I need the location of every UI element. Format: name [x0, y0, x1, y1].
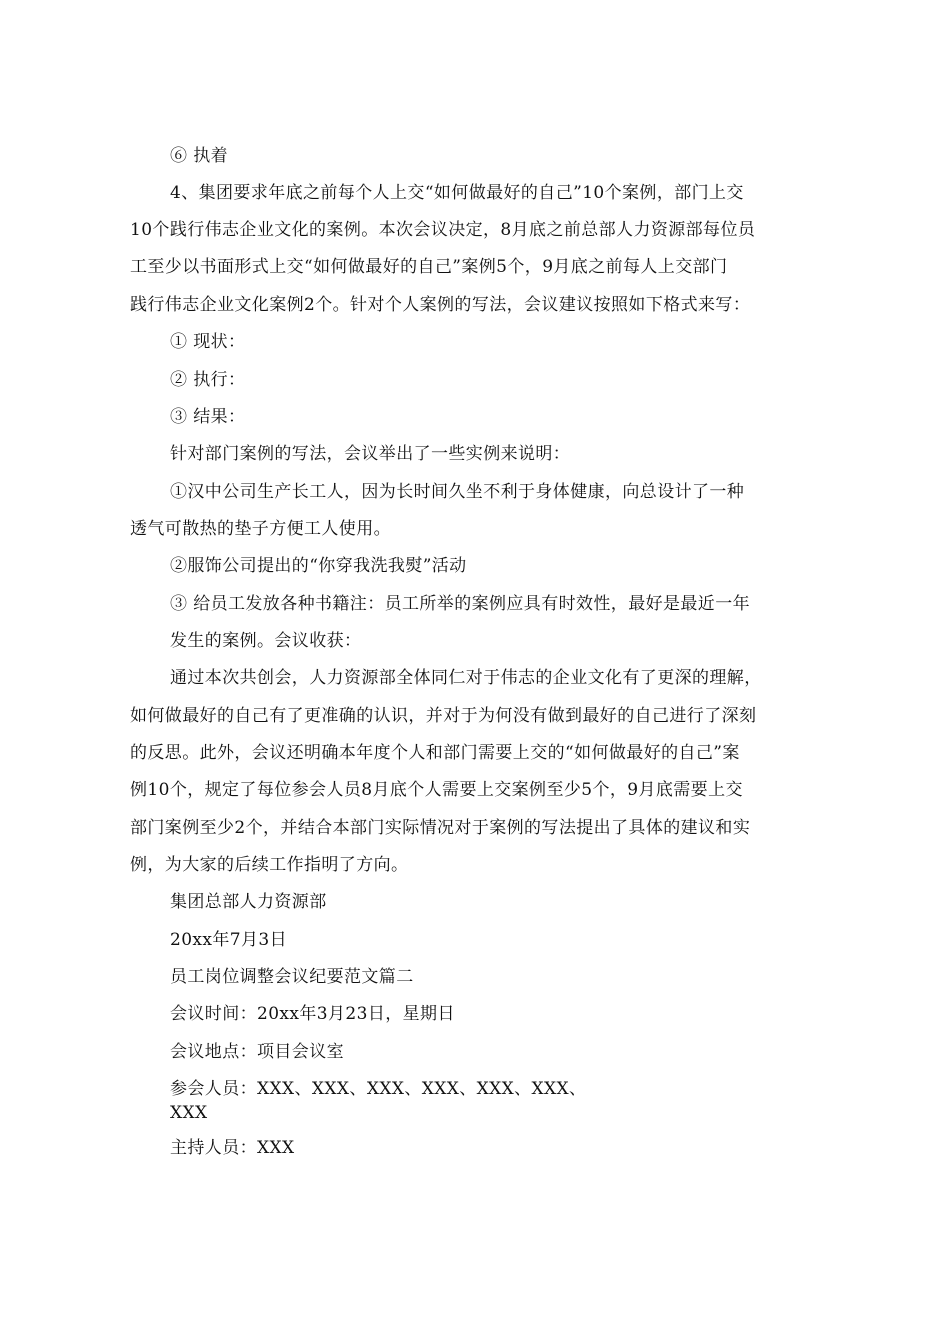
- department-cases-intro: 针对部门案例的写法，会议举出了一些实例来说明：: [170, 444, 571, 464]
- format-item-status: ① 现状：: [170, 332, 246, 352]
- paragraph-4-line-1: 4、集团要求年底之前每个人上交“如何做最好的自己”10个案例，部门上交: [170, 183, 744, 203]
- list-item-tenacity: ⑥ 执着: [170, 146, 229, 166]
- format-item-result: ③ 结果：: [170, 407, 246, 427]
- section-title: 员工岗位调整会议纪要范文篇二: [170, 967, 414, 987]
- summary-line-3: 的反思。此外，会议还明确本年度个人和部门需要上交的“如何做最好的自己”案: [130, 743, 740, 763]
- paragraph-4-line-3: 工至少以书面形式上交“如何做最好的自己”案例5个，9月底之前每人上交部门: [130, 257, 728, 277]
- meeting-time: 会议时间：20xx年3月23日，星期日: [170, 1004, 455, 1024]
- attendees-line-2: XXX: [170, 1103, 208, 1123]
- summary-line-1: 通过本次共创会，人力资源部全体同仁对于伟志的企业文化有了更深的理解，: [170, 668, 762, 688]
- meeting-location: 会议地点：项目会议室: [170, 1042, 344, 1062]
- example-1-line-1: ①汉中公司生产长工人，因为长时间久坐不利于身体健康，向总设计了一种: [170, 482, 745, 502]
- summary-line-4: 例10个，规定了每位参会人员8月底个人需要上交案例至少5个，9月底需要上交: [130, 780, 743, 800]
- host: 主持人员：XXX: [170, 1138, 295, 1158]
- paragraph-4-line-2: 10个践行伟志企业文化的案例。本次会议决定，8月底之前总部人力资源部每位员: [130, 220, 756, 240]
- example-3-line-1: ③ 给员工发放各种书籍注：员工所举的案例应具有时效性，最好是最近一年: [170, 594, 751, 614]
- paragraph-4-line-4: 践行伟志企业文化案例2个。针对个人案例的写法，会议建议按照如下格式来写：: [130, 295, 751, 315]
- example-2: ②服饰公司提出的“你穿我洗我熨”活动: [170, 556, 467, 576]
- example-1-line-2: 透气可散热的垫子方便工人使用。: [130, 519, 391, 539]
- summary-line-5: 部门案例至少2个，并结合本部门实际情况对于案例的写法提出了具体的建议和实: [130, 818, 751, 838]
- format-item-execution: ② 执行：: [170, 370, 246, 390]
- example-3-line-2: 发生的案例。会议收获：: [170, 631, 362, 651]
- signature-date: 20xx年7月3日: [170, 930, 288, 950]
- signature-department: 集团总部人力资源部: [170, 892, 327, 912]
- summary-line-2: 如何做最好的自己有了更准确的认识，并对于为何没有做到最好的自己进行了深刻: [130, 706, 757, 726]
- summary-line-6: 例，为大家的后续工作指明了方向。: [130, 855, 409, 875]
- attendees-line-1: 参会人员：XXX、XXX、XXX、XXX、XXX、XXX、: [170, 1079, 587, 1099]
